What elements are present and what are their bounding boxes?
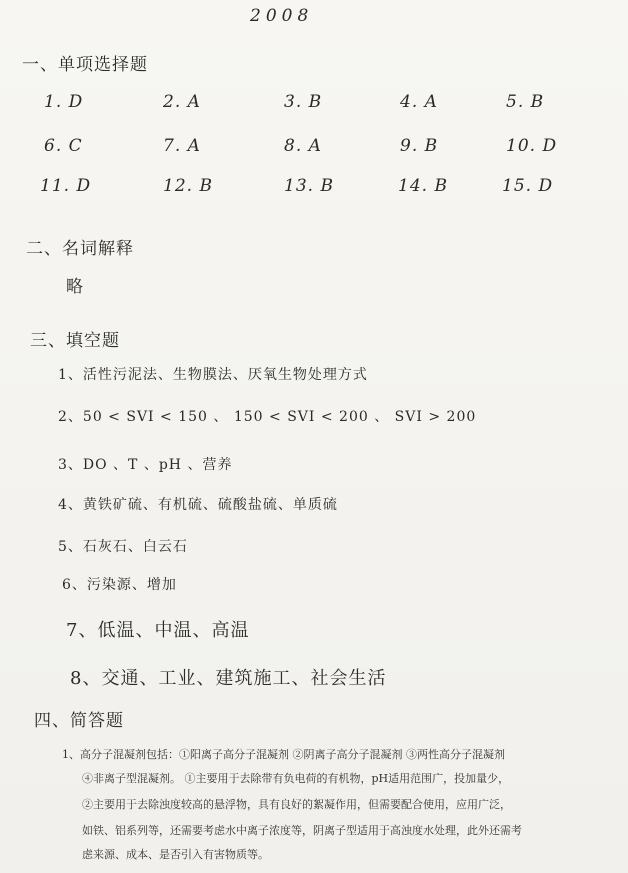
- answer-13: 13. B: [284, 176, 334, 196]
- fill-item-6: 6、污染源、增加: [62, 577, 177, 593]
- answer-9: 9. B: [400, 136, 439, 156]
- answer-row-1: [0, 92, 628, 122]
- answer-2: 2. A: [163, 92, 201, 112]
- answer-15: 15. D: [502, 176, 554, 196]
- section2-answer: 略: [66, 277, 84, 297]
- answer-10: 10. D: [506, 136, 558, 156]
- section4-title: 四、简答题: [34, 711, 124, 731]
- essay-line-5: 虑来源、成本、是否引入有害物质等。: [82, 848, 269, 861]
- section1-title: 一、单项选择题: [22, 55, 148, 75]
- answer-row-2: [0, 136, 628, 166]
- answer-8: 8. A: [284, 136, 322, 156]
- answer-14: 14. B: [398, 176, 448, 196]
- fill-item-8: 8、交通、工业、建筑施工、社会生活: [70, 668, 387, 689]
- fill-item-1: 1、活性污泥法、生物膜法、厌氧生物处理方式: [58, 367, 368, 383]
- essay-line-2: ④非离子型混凝剂。 ①主要用于去除带有负电荷的有机物，pH适用范围广，投加量少，: [82, 772, 510, 785]
- answer-1: 1. D: [44, 92, 84, 112]
- answer-3: 3. B: [284, 92, 323, 112]
- fill-item-4: 4、黄铁矿硫、有机硫、硫酸盐硫、单质硫: [58, 497, 338, 513]
- answer-6: 6. C: [44, 136, 83, 156]
- answer-12: 12. B: [163, 176, 213, 196]
- section2-title: 二、名词解释: [26, 239, 134, 259]
- fill-item-3: 3、DO 、T 、pH 、营养: [58, 457, 233, 473]
- year-heading: 2008: [250, 6, 314, 26]
- fill-item-2: 2、50 < SVI < 150 、 150 < SVI < 200 、 SVI > 200: [58, 409, 477, 425]
- section3-title: 三、填空题: [30, 331, 120, 351]
- answer-4: 4. A: [400, 92, 438, 112]
- answer-11: 11. D: [40, 176, 92, 196]
- fill-item-5: 5、石灰石、白云石: [58, 539, 188, 555]
- answer-5: 5. B: [506, 92, 545, 112]
- fill-item-7: 7、低温、中温、高温: [66, 620, 250, 641]
- essay-line-1: 1、高分子混凝剂包括：①阳离子高分子混凝剂 ②阴离子高分子混凝剂 ③两性高分子混凝剂: [62, 748, 505, 761]
- essay-line-3: ②主要用于去除浊度较高的悬浮物，具有良好的絮凝作用，但需要配合使用，应用广泛，: [82, 798, 511, 811]
- answer-row-3: [0, 176, 628, 206]
- essay-line-4: 如铁、铝系列等，还需要考虑水中离子浓度等，阴离子型适用于高浊度水处理，此外还需考: [82, 824, 522, 837]
- answer-7: 7. A: [163, 136, 201, 156]
